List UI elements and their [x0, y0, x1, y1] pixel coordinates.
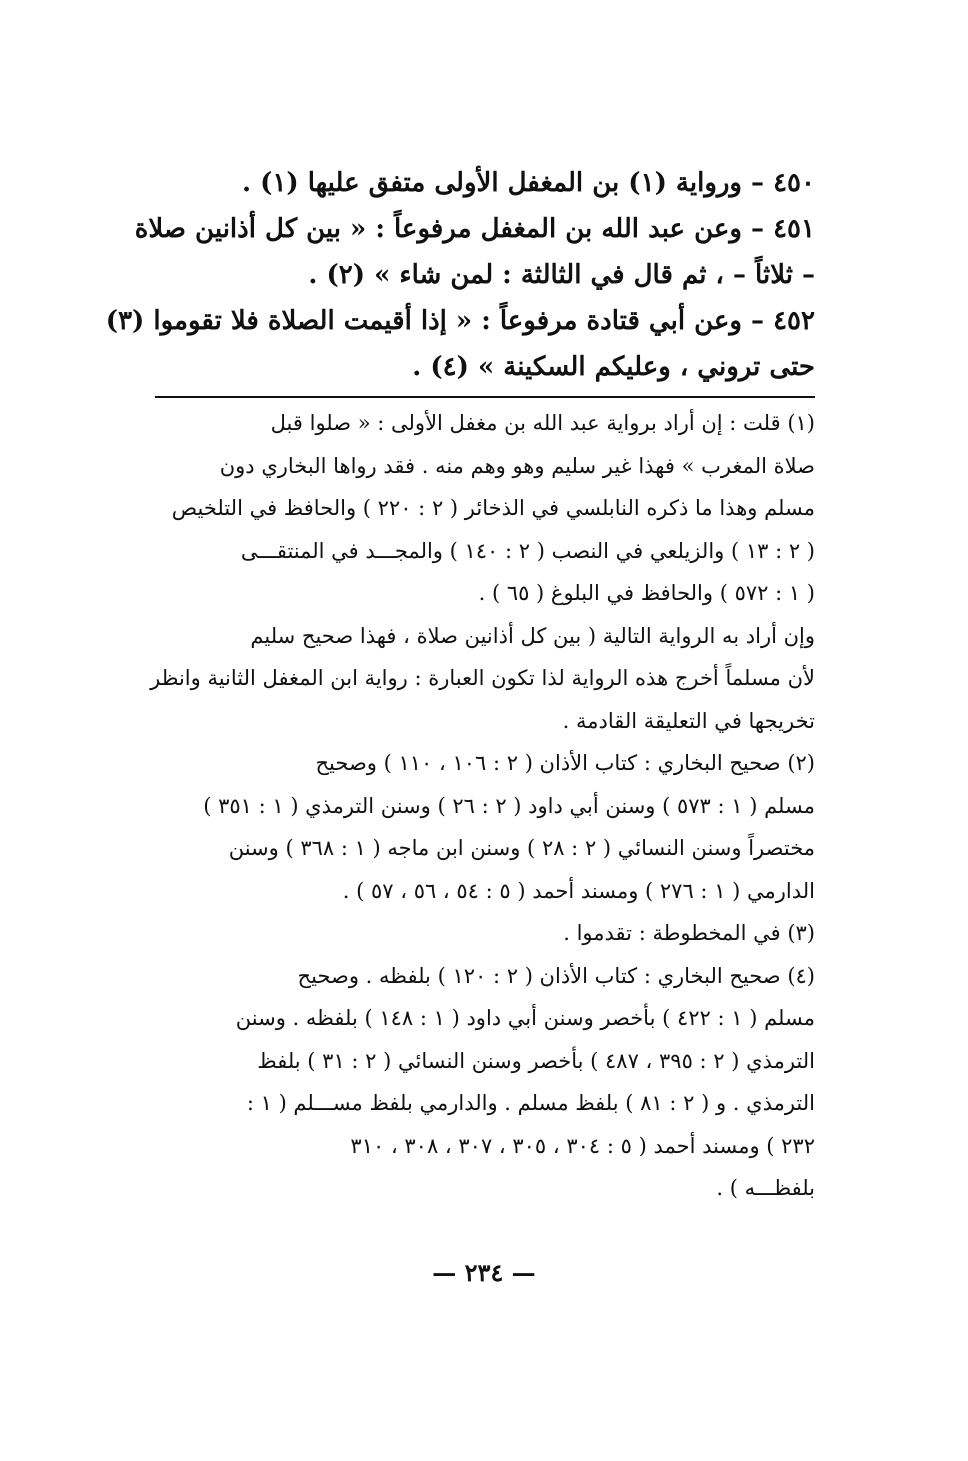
- footnote-1-line: وإن أراد به الرواية التالية ( بين كل أذانين صلاة ، فهذا صحيح سليم: [250, 623, 815, 648]
- footnote-1-line: صلاة المغرب » فهذا غير سليم وهو وهم منه . فقد رواها البخاري دون: [219, 453, 815, 478]
- footnote-3-line: (٣) في المخطوطة : تقدموا .: [563, 921, 815, 945]
- footnote-2-line: مسلم ( ١ : ٥٧٣ ) وسنن أبي داود ( ٢ : ٢٦ ) وسنن الترمذي ( ١ : ٣٥١ ): [203, 793, 815, 818]
- hadith-450-line-1: ٤٥٠ – ورواية (١) بن المغفل الأولى متفق عليها (١) .: [242, 168, 815, 198]
- footnote-1-line: ( ٢ : ١٣ ) والزيلعي في النصب ( ٢ : ١٤٠ ) والمجـــد في المنتقـــى: [240, 538, 815, 563]
- hadith-451-line-1: ٤٥١ – وعن عبد الله بن المغفل مرفوعاً : « بين كل أذانين صلاة: [134, 214, 815, 244]
- footnote-1-line: ( ١ : ٥٧٢ ) والحافظ في البلوغ ( ٦٥ ) .: [478, 581, 815, 605]
- footnote-2-line: الدارمي ( ١ : ٢٧٦ ) ومسند أحمد ( ٥ : ٥٤ ، ٥٦ ، ٥٧ ) .: [342, 878, 815, 903]
- footnote-4-line: ٢٣٢ ) ومسند أحمد ( ٥ : ٣٠٤ ، ٣٠٥ ، ٣٠٧ ، ٣٠٨ ، ٣١٠: [350, 1133, 815, 1158]
- hadith-451-line-2: – ثلاثاً – ، ثم قال في الثالثة : لمن شاء » (٢) .: [308, 260, 815, 290]
- footnote-1-line: تخريجها في التعليقة القادمة .: [562, 708, 815, 733]
- footnote-2-line: مختصراً وسنن النسائي ( ٢ : ٢٨ ) وسنن ابن ماجه ( ١ : ٣٦٨ ) وسنن: [228, 836, 815, 860]
- hadith-452-line-1: ٤٥٢ – وعن أبي قتادة مرفوعاً : « إذا أقيمت الصلاة فلا تقوموا (٣): [105, 306, 815, 336]
- footnote-1-line: مسلم وهذا ما ذكره النابلسي في الذخائر ( ٢ : ٢٢٠ ) والحافظ في التلخيص: [171, 496, 815, 520]
- main-text: [105, 160, 815, 390]
- footnotes: [150, 402, 815, 1210]
- hadith-452-line-2: حتى تروني ، وعليكم السكينة » (٤) .: [412, 352, 815, 382]
- footnote-4-line: الترمذي ( ٢ : ٣٩٥ ، ٤٨٧ ) بأخصر وسنن النسائي ( ٢ : ٣١ ) بلفظ: [257, 1048, 815, 1073]
- footnote-1-line: (١) قلت : إن أراد برواية عبد الله بن مغفل الأولى : « صلوا قبل: [270, 411, 815, 435]
- footnote-divider: [155, 396, 815, 398]
- page-number: — ٢٣٤ —: [432, 1258, 536, 1287]
- footnote-4-line: (٤) صحيح البخاري : كتاب الأذان ( ٢ : ١٢٠ ) بلفظه . وصحيح: [297, 963, 815, 988]
- footnote-1-line: لأن مسلماً أخرج هذه الرواية لذا تكون العبارة : رواية ابن المغفل الثانية وانظر: [150, 666, 815, 690]
- footnote-4-line: مسلم ( ١ : ٤٢٢ ) بأخصر وسنن أبي داود ( ١ : ١٤٨ ) بلفظه . وسنن: [235, 1006, 815, 1030]
- footnote-4-line: بلفظـــه ) .: [716, 1176, 815, 1200]
- footnote-4-line: الترمذي . و ( ٢ : ٨١ ) بلفظ مسلم . والدارمي بلفظ مســـلم ( ١ :: [246, 1091, 815, 1115]
- footnote-2-line: (٢) صحيح البخاري : كتاب الأذان ( ٢ : ١٠٦ ، ١١٠ ) وصحيح: [315, 751, 815, 775]
- page-body: [105, 160, 815, 1440]
